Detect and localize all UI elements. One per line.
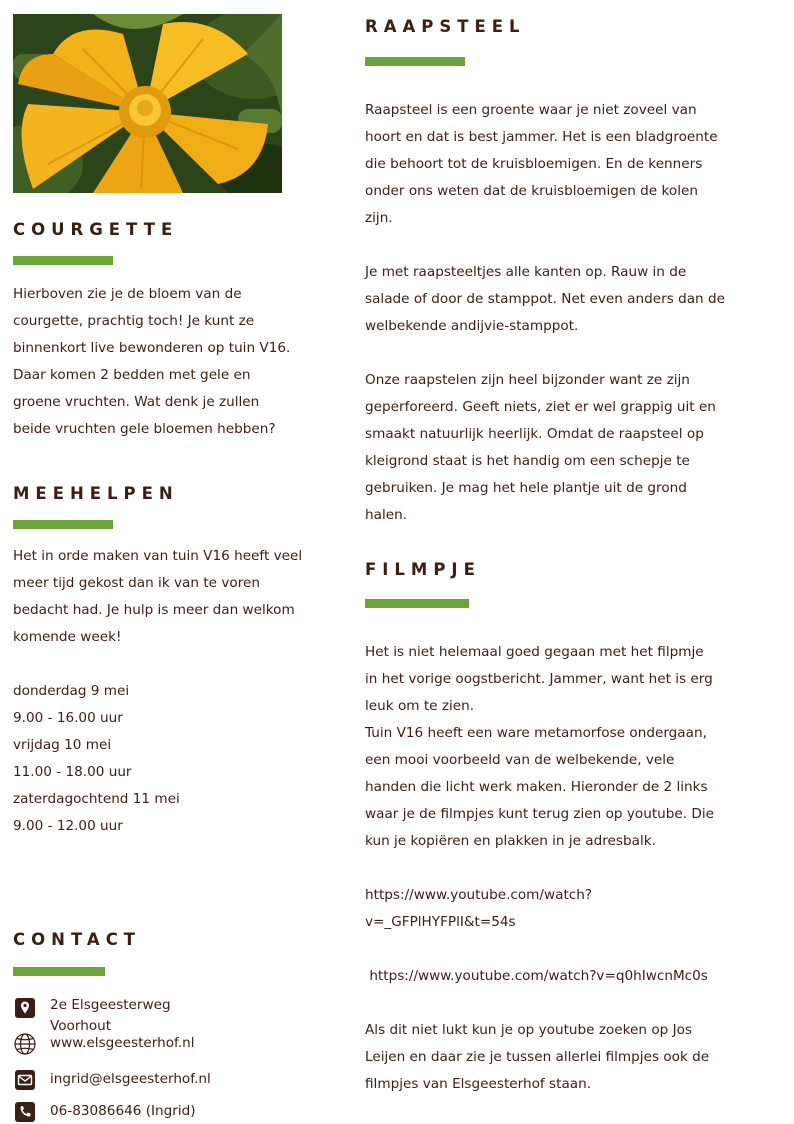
text-line: zijn. xyxy=(365,210,393,226)
schedule-line: zaterdagochtend 11 mei xyxy=(13,791,180,807)
raapsteel-accent-bar xyxy=(365,57,465,66)
courgette-flower-photo xyxy=(13,14,282,193)
filmpje-paragraph-2 xyxy=(365,1017,790,1098)
text-line: hoort en dat is best jammer. Het is een bladgroente xyxy=(365,129,718,145)
text-line: in het vorige oogstbericht. Jammer, want het is erg xyxy=(365,671,713,687)
email-link[interactable]: ingrid@elsgeesterhof.nl xyxy=(50,1071,211,1087)
text-line: gebruiken. Je mag het hele plantje uit de grond xyxy=(365,480,687,496)
text-line: Het is niet helemaal goed gegaan met het filpmje xyxy=(365,644,704,660)
link-line-2[interactable]: v=_GFPlHYFPlI&t=54s xyxy=(365,914,516,930)
contact-phone[interactable] xyxy=(13,1100,196,1124)
filmpje-accent-bar xyxy=(365,599,469,608)
courgette-accent-bar xyxy=(13,256,113,265)
text-line: Tuin V16 heeft een ware metamorfose ondergaan, xyxy=(365,725,707,741)
website-link[interactable]: www.elsgeesterhof.nl xyxy=(50,1035,195,1051)
text-line: bedacht had. Je hulp is meer dan welkom xyxy=(13,602,295,618)
text-line: halen. xyxy=(365,507,408,523)
text-line: Je met raapsteeltjes alle kanten op. Rauw in de xyxy=(365,264,687,280)
text-line: Hierboven zie je de bloem van de xyxy=(13,286,242,302)
text-line: waar je de filmpjes kunt terug zien op youtube. Die xyxy=(365,806,715,822)
globe-icon xyxy=(13,1032,37,1056)
raapsteel-paragraph-2 xyxy=(365,259,790,340)
text-line: handen die licht werk maken. Hieronder de 2 links xyxy=(365,779,708,795)
meehelpen-paragraph xyxy=(13,543,358,651)
contact-address xyxy=(13,996,171,1037)
text-line: Raapsteel is een groente waar je niet zoveel van xyxy=(365,102,697,118)
schedule-line: 9.00 - 16.00 uur xyxy=(13,710,123,726)
contact-website[interactable] xyxy=(13,1032,195,1056)
filmpje-heading: FILMPJE xyxy=(365,560,481,579)
text-line: courgette, prachtig toch! Je kunt ze xyxy=(13,313,255,329)
meehelpen-schedule xyxy=(13,678,358,840)
text-line: salade of door de stamppot. Net even anders dan de xyxy=(365,291,725,307)
envelope-icon xyxy=(13,1068,37,1092)
youtube-link-2[interactable] xyxy=(365,963,790,990)
youtube-link-1[interactable] xyxy=(365,882,790,936)
text-line: die behoort tot de kruisbloemigen. En de kenners xyxy=(365,156,703,172)
address-line-1: 2e Elsgeesterweg xyxy=(50,997,171,1013)
contact-accent-bar xyxy=(13,967,105,976)
text-line: filmpjes van Elsgeesterhof staan. xyxy=(365,1076,592,1092)
text-line: leuk om te zien. xyxy=(365,698,475,714)
location-pin-icon xyxy=(13,996,37,1020)
text-line: welbekende andijvie-stamppot. xyxy=(365,318,579,334)
raapsteel-paragraph-1 xyxy=(365,97,790,232)
text-line: onder ons weten dat de kruisbloemigen de kolen xyxy=(365,183,698,199)
schedule-line: 11.00 - 18.00 uur xyxy=(13,764,132,780)
contact-section xyxy=(13,930,358,1120)
text-line: binnenkort live bewonderen op tuin V16. xyxy=(13,340,291,356)
text-line: Als dit niet lukt kun je op youtube zoeken op Jos xyxy=(365,1022,693,1038)
text-line: kun je kopiëren en plakken in je adresbalk. xyxy=(365,833,656,849)
courgette-heading: COURGETTE xyxy=(13,220,179,239)
text-line: beide vruchten gele bloemen hebben? xyxy=(13,421,276,437)
filmpje-paragraph-1 xyxy=(365,639,790,855)
raapsteel-paragraph-3 xyxy=(365,367,790,529)
text-line: kleigrond staat is het handig om een schepje te xyxy=(365,453,690,469)
schedule-line: 9.00 - 12.00 uur xyxy=(13,818,123,834)
text-line: komende week! xyxy=(13,629,122,645)
text-line: groene vruchten. Wat denk je zullen xyxy=(13,394,260,410)
contact-heading: CONTACT xyxy=(13,930,142,949)
courgette-paragraph xyxy=(13,281,358,443)
contact-email[interactable] xyxy=(13,1068,211,1092)
address-line-2: Voorhout xyxy=(50,1018,112,1034)
text-line: Daar komen 2 bedden met gele en xyxy=(13,367,251,383)
left-column xyxy=(13,14,358,840)
text-line: smaakt natuurlijk heerlijk. Omdat de raapsteel op xyxy=(365,426,704,442)
phone-icon xyxy=(13,1100,37,1124)
link-line[interactable]: https://www.youtube.com/watch?v=q0hIwcnMc0s xyxy=(365,968,708,984)
link-line-1[interactable]: https://www.youtube.com/watch? xyxy=(365,887,593,903)
schedule-line: donderdag 9 mei xyxy=(13,683,130,699)
text-line: geperforeerd. Geeft niets, ziet er wel grappig uit en xyxy=(365,399,716,415)
schedule-line: vrijdag 10 mei xyxy=(13,737,112,753)
meehelpen-accent-bar xyxy=(13,520,113,529)
text-line: een mooi voorbeeld van de welbekende, vele xyxy=(365,752,675,768)
text-line: meer tijd gekost dan ik van te voren xyxy=(13,575,260,591)
meehelpen-heading: MEEHELPEN xyxy=(13,484,179,503)
text-line: Onze raapstelen zijn heel bijzonder want ze zijn xyxy=(365,372,690,388)
raapsteel-heading: RAAPSTEEL xyxy=(365,17,526,36)
phone-number[interactable]: 06-83086646 (Ingrid) xyxy=(50,1103,196,1119)
text-line: Leijen en daar zie je tussen allerlei filmpjes ook de xyxy=(365,1049,710,1065)
right-column xyxy=(365,14,790,1098)
text-line: Het in orde maken van tuin V16 heeft veel xyxy=(13,548,303,564)
